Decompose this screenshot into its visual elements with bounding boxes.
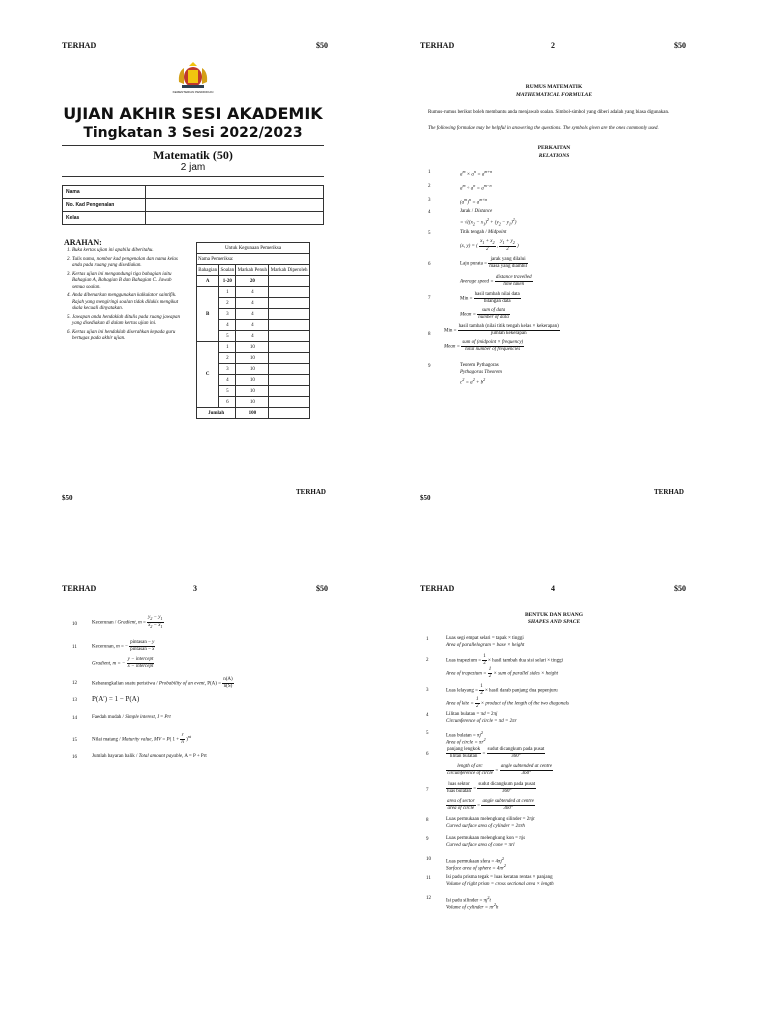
- score-cell[interactable]: [269, 331, 310, 342]
- exam-session: Tingkatan 3 Sesi 2022/2023: [83, 125, 303, 141]
- col-header: Soalan: [219, 265, 236, 276]
- divider: [62, 176, 324, 177]
- section-title-en: SHAPES AND SPACE: [527, 619, 581, 625]
- formula-text: Area of kite = $\frac{1}{2}$ × product of the length of the two diagonals: [446, 697, 569, 709]
- score-cell[interactable]: [269, 386, 310, 397]
- intro-ms: Rumus-rumus berikut boleh membantu anda menjawab soalan. Simbol-simbol yang diberi adalah yang biasa digunakan.: [428, 110, 670, 115]
- name-field[interactable]: [146, 186, 324, 199]
- formula-number: 15: [72, 738, 77, 743]
- divider: [62, 145, 324, 146]
- formula-text: Average speed = $\frac{\text{distance travelled}}{\text{time taken}}$: [460, 275, 532, 287]
- formula-number: 9: [428, 364, 431, 369]
- subject-title: Matematik (50): [153, 148, 233, 162]
- full-mark-cell: 10: [236, 386, 269, 397]
- total-value: 100: [236, 408, 269, 419]
- question-cell: 1: [219, 342, 236, 353]
- header-left: TERHAD: [62, 41, 97, 50]
- formula-number: 10: [426, 857, 431, 862]
- col-header: Markah Penuh: [236, 265, 269, 276]
- formula-text: $a^m \div a^n = a^{m-n}$: [460, 183, 492, 192]
- duration: 2 jam: [180, 162, 206, 173]
- formula-text: Nilai matang / Maturity value, MV = P( 1 + $\frac{r}{n}$ )$^{nt}$: [92, 733, 191, 745]
- formula-number: 5: [428, 231, 431, 236]
- formula-number: 10: [72, 622, 77, 627]
- section-label: A: [197, 276, 219, 287]
- formula-text: Jumlah bayaran balik / Total amount payable, A = P + Prt: [92, 754, 207, 759]
- formula-number: 2: [428, 184, 431, 189]
- formula-number: 9: [426, 837, 429, 842]
- formula-number: 14: [72, 716, 77, 721]
- formula-text: Teorem Pythagoras: [460, 363, 499, 368]
- formula-text: Kebarangkalian suatu peristiwa / Probability of an event, P(A) = $\frac{n(A)}{n(S)}$: [92, 677, 233, 689]
- score-cell[interactable]: [269, 397, 310, 408]
- formula-text: Pythagoras Theorem: [460, 370, 502, 375]
- formula-text: Laju purata = $\frac{\text{jarak yang dilalui}}{\text{masa yang diambil}}$: [460, 257, 528, 269]
- instructions-title: ARAHAN:: [64, 238, 102, 247]
- formula-text: Mean = $\frac{\text{sum of (midpoint × frequency)}}{\text{total number of frequencies}}$: [444, 340, 524, 352]
- formula-text: Kecerunan, m = − $\frac{\text{pintasan − y}}{\text{pintasan − x}}$: [92, 640, 155, 652]
- formula-text: Isi padu silinder = $\pi j^2t$: [446, 895, 491, 904]
- candidate-table: [62, 185, 324, 225]
- question-cell: 2: [219, 298, 236, 309]
- header-right: $50: [674, 584, 686, 593]
- footer-right: TERHAD: [296, 488, 326, 496]
- formula-text: Faedah mudah / Simple interest, I = Prt: [92, 715, 171, 720]
- full-mark-cell: 4: [236, 298, 269, 309]
- formula-number: 2: [426, 658, 429, 663]
- score-cell[interactable]: [269, 276, 310, 287]
- question-cell: 3: [219, 309, 236, 320]
- instruction-item: 4. Anda dibenarkan menggunakan kalkulator saintifik. Rajah yang mengiringi soalan tidak dilukis mengikut skala kecuali dinyatakan.: [72, 293, 184, 313]
- header-left: TERHAD: [420, 41, 455, 50]
- formula-text: Gradient, m = − $\frac{\text{y − intercept}}{\text{x − intercept}}$: [92, 657, 154, 669]
- formula-page-continued: [0, 560, 384, 1024]
- formula-text: (x, y) = ( $\frac{x_1 + x_2}{2}$ , $\frac{y_1 + y_2}{2}$ ): [460, 239, 519, 252]
- exam-title: UJIAN AKHIR SESI AKADEMIK: [63, 104, 323, 123]
- full-mark-cell: 10: [236, 342, 269, 353]
- question-cell: 1-20: [219, 276, 236, 287]
- score-cell[interactable]: [269, 353, 310, 364]
- formula-text: $a^m \times a^n = a^{m+n}$: [460, 169, 493, 178]
- formula-text: Curved surface area of cone = πrl: [446, 843, 515, 848]
- formula-text: Volume of right prism = cross sectional area × length: [446, 882, 554, 887]
- question-cell: 6: [219, 397, 236, 408]
- header-right: $50: [674, 41, 686, 50]
- page-number: 4: [551, 584, 555, 593]
- field-label: Nama: [63, 186, 146, 199]
- instruction-item: 5. Jawapan anda hendaklah ditulis pada ruang jawapan yang disediakan di dalam kertas ujian ini.: [72, 315, 184, 328]
- section-title: BENTUK DAN RUANG: [524, 612, 584, 618]
- field-label: No. Kad Pengenalan: [63, 199, 146, 212]
- formula-text: $\frac{\text{area of sector}}{\text{area of circle}}$ = $\frac{\text{angle subtended at centre}}{360^\circ}$: [447, 799, 534, 811]
- question-cell: 3: [219, 364, 236, 375]
- score-cell[interactable]: [269, 320, 310, 331]
- formula-number: 4: [426, 713, 429, 718]
- header-right: $50: [316, 584, 328, 593]
- question-cell: 5: [219, 331, 236, 342]
- formula-text: Kecerunan / Gradient, m = $\frac{y_2 - y_1}{x_2 - x_1}$: [92, 615, 163, 629]
- col-header: Bahagian: [197, 265, 219, 276]
- formula-number: 11: [426, 876, 431, 881]
- formula-number: 3: [428, 198, 431, 203]
- instructions-list: [64, 248, 184, 345]
- question-cell: 5: [219, 386, 236, 397]
- formulae-title: RUMUS MATEMATIK: [525, 84, 583, 90]
- formula-number: 3: [426, 688, 429, 693]
- formula-text: Mean = $\frac{\text{sum of data}}{\text{number of data}}$: [460, 308, 509, 320]
- footer-left: $50: [62, 494, 73, 502]
- formula-text: Area of trapezium = $\frac{1}{2}$ × sum of parallel sides × height: [446, 667, 559, 679]
- formula-text: Area of parallelogram = base × height: [446, 643, 525, 648]
- formula-text: Luas trapezium = $\frac{1}{2}$ × hasil tambah dua sisi selari × tinggi: [446, 654, 563, 666]
- formula-text: Luas permukaan melengkung silinder = 2πjt: [446, 817, 535, 822]
- formula-text: Min = $\frac{\text{hasil tambah nilai data}}{\text{bilangan data}}$: [460, 292, 520, 304]
- instruction-item: 2. Tulis nama, nombor kad pengenalan dan nama kelas anda pada ruang yang disediakan.: [72, 257, 184, 270]
- formula-number: 11: [72, 645, 77, 650]
- instruction-item: 1. Buka kertas ujian ini apabila diberitahu.: [72, 248, 184, 255]
- formula-number: 6: [426, 752, 429, 757]
- page-number: 3: [193, 584, 197, 593]
- section-label: C: [197, 342, 219, 408]
- formula-number: 7: [428, 296, 431, 301]
- formula-text: Jarak / Distance: [460, 209, 493, 214]
- formula-number: 8: [426, 818, 429, 823]
- formula-number: 6: [428, 262, 431, 267]
- total-label: Jumlah: [197, 408, 236, 419]
- full-mark-cell: 10: [236, 353, 269, 364]
- page-number: 2: [551, 41, 555, 50]
- formula-text: Titik tengah / Midpoint: [460, 230, 507, 235]
- formula-text: $\frac{\text{panjang lengkok}}{\text{lilitan bulatan}}$ = $\frac{\text{sudut dicangkum pada pusat}}{360^\circ}$: [447, 747, 545, 759]
- formula-number: 1: [428, 170, 431, 175]
- formula-text: P(A′) = 1 − P(A): [92, 695, 140, 703]
- formula-text: Lilitan bulatan = πd = 2πj: [446, 712, 498, 717]
- instruction-item: 6. Kertas ujian ini hendaklah diserahkan kepada guru bertugas pada akhir ujian.: [72, 330, 184, 343]
- crest-caption: KEMENTERIAN PENDIDIKAN: [172, 90, 214, 94]
- score-cell[interactable]: [269, 309, 310, 320]
- examiner-name: Nama Pemeriksa:: [197, 254, 310, 265]
- score-cell[interactable]: [269, 375, 310, 386]
- full-mark-cell: 4: [236, 320, 269, 331]
- cover-page: [0, 0, 384, 505]
- formula-number: 4: [428, 210, 431, 215]
- question-cell: 1: [219, 287, 236, 298]
- footer-right: TERHAD: [654, 488, 684, 496]
- score-cell[interactable]: [269, 287, 310, 298]
- formula-text: Luas permukaan melengkung kon = πjs: [446, 836, 526, 841]
- formula-number: 13: [72, 698, 77, 703]
- full-mark-cell: 20: [236, 276, 269, 287]
- formulae-title-en: MATHEMATICAL FORMULAE: [515, 92, 593, 98]
- formula-text: Isi padu prisma tegak = luas keratan rentas × panjang: [446, 875, 553, 880]
- question-cell: 2: [219, 353, 236, 364]
- score-cell[interactable]: [269, 408, 310, 419]
- full-mark-cell: 4: [236, 309, 269, 320]
- formula-text: Min = $\frac{\text{hasil tambah (nilai titik tengah kelas × kekerapan)}}{\text{jumlah kekerapan}}$: [444, 324, 559, 336]
- field-label: Kelas: [63, 212, 146, 225]
- formula-page-shapes: [384, 560, 768, 1024]
- question-cell: 4: [219, 320, 236, 331]
- intro-en: The following formulae may be helpful in answering the questions. The symbols given are the ones commonly used.: [428, 126, 659, 131]
- formula-text: $\frac{\text{luas sektor}}{\text{luas bulatan}}$ = $\frac{\text{sudut dicangkum pada pusat}}{360^\circ}$: [447, 782, 536, 794]
- score-cell[interactable]: [269, 298, 310, 309]
- formula-number: 12: [72, 681, 77, 686]
- formula-text: Curved surface area of cylinder = 2πrh: [446, 824, 525, 829]
- formula-text: = $√((x_2 - x_1)^2 + (y_2 - y_1)^2)$: [460, 217, 517, 227]
- score-cell[interactable]: [269, 342, 310, 353]
- section-label: B: [197, 287, 219, 342]
- formula-number: 1: [426, 637, 429, 642]
- class-field[interactable]: [146, 212, 324, 225]
- section-title: PERKAITAN: [537, 145, 571, 151]
- formula-number: 8: [428, 332, 431, 337]
- ic-field[interactable]: [146, 199, 324, 212]
- formula-text: Volume of cylinder = $\pi r^2h$: [446, 902, 499, 911]
- full-mark-cell: 4: [236, 287, 269, 298]
- formula-number: 12: [426, 896, 431, 901]
- formula-text: Luas permukaan sfera = $4\pi j^2$: [446, 856, 504, 865]
- formula-text: Surface area of sphere = $4\pi r^2$: [446, 863, 506, 872]
- formula-page-relations: [384, 0, 768, 505]
- formula-number: 5: [426, 731, 429, 736]
- formula-text: Luas lelayang = $\frac{1}{2}$ × hasil darab panjang dua pepenjuru: [446, 684, 558, 696]
- formula-text: Circumference of circle = πd = 2πr: [446, 719, 517, 724]
- header-left: TERHAD: [62, 584, 97, 593]
- question-cell: 4: [219, 375, 236, 386]
- full-mark-cell: 4: [236, 331, 269, 342]
- formula-text: Area of circle = $\pi r^2$: [446, 737, 486, 746]
- formula-text: $c^2 = a^2 + b^2$: [460, 377, 486, 386]
- formula-text: Luas segi empat selari = tapak × tinggi: [446, 636, 524, 641]
- formula-number: 7: [426, 788, 429, 793]
- col-header: Markah Diperoleh: [269, 265, 310, 276]
- full-mark-cell: 10: [236, 375, 269, 386]
- formula-text: $\frac{\text{length of arc}}{\text{circumference of circle}}$ = $\frac{\text{angle subtended at centre}}{360^\circ}$: [447, 764, 553, 776]
- crest-icon: [176, 62, 210, 90]
- formula-number: 16: [72, 755, 77, 760]
- marks-caption: Untuk Kegunaan Pemeriksa: [197, 243, 310, 254]
- header-left: TERHAD: [420, 584, 455, 593]
- section-title-en: RELATIONS: [538, 153, 570, 159]
- footer-left: $50: [420, 494, 431, 502]
- full-mark-cell: 10: [236, 397, 269, 408]
- full-mark-cell: 10: [236, 364, 269, 375]
- formula-text: $(a^m)^n = a^{m\times n}$: [460, 197, 488, 206]
- marks-table: [196, 242, 310, 419]
- instruction-item: 3. Kertas ujian ini mengandungi tiga bahagian iaitu Bahagian A, Bahagian B dan Bahagian C. Jawab semua soalan.: [72, 272, 184, 292]
- formula-text: Luas bulatan = $\pi j^2$: [446, 730, 483, 739]
- header-right: $50: [316, 41, 328, 50]
- score-cell[interactable]: [269, 364, 310, 375]
